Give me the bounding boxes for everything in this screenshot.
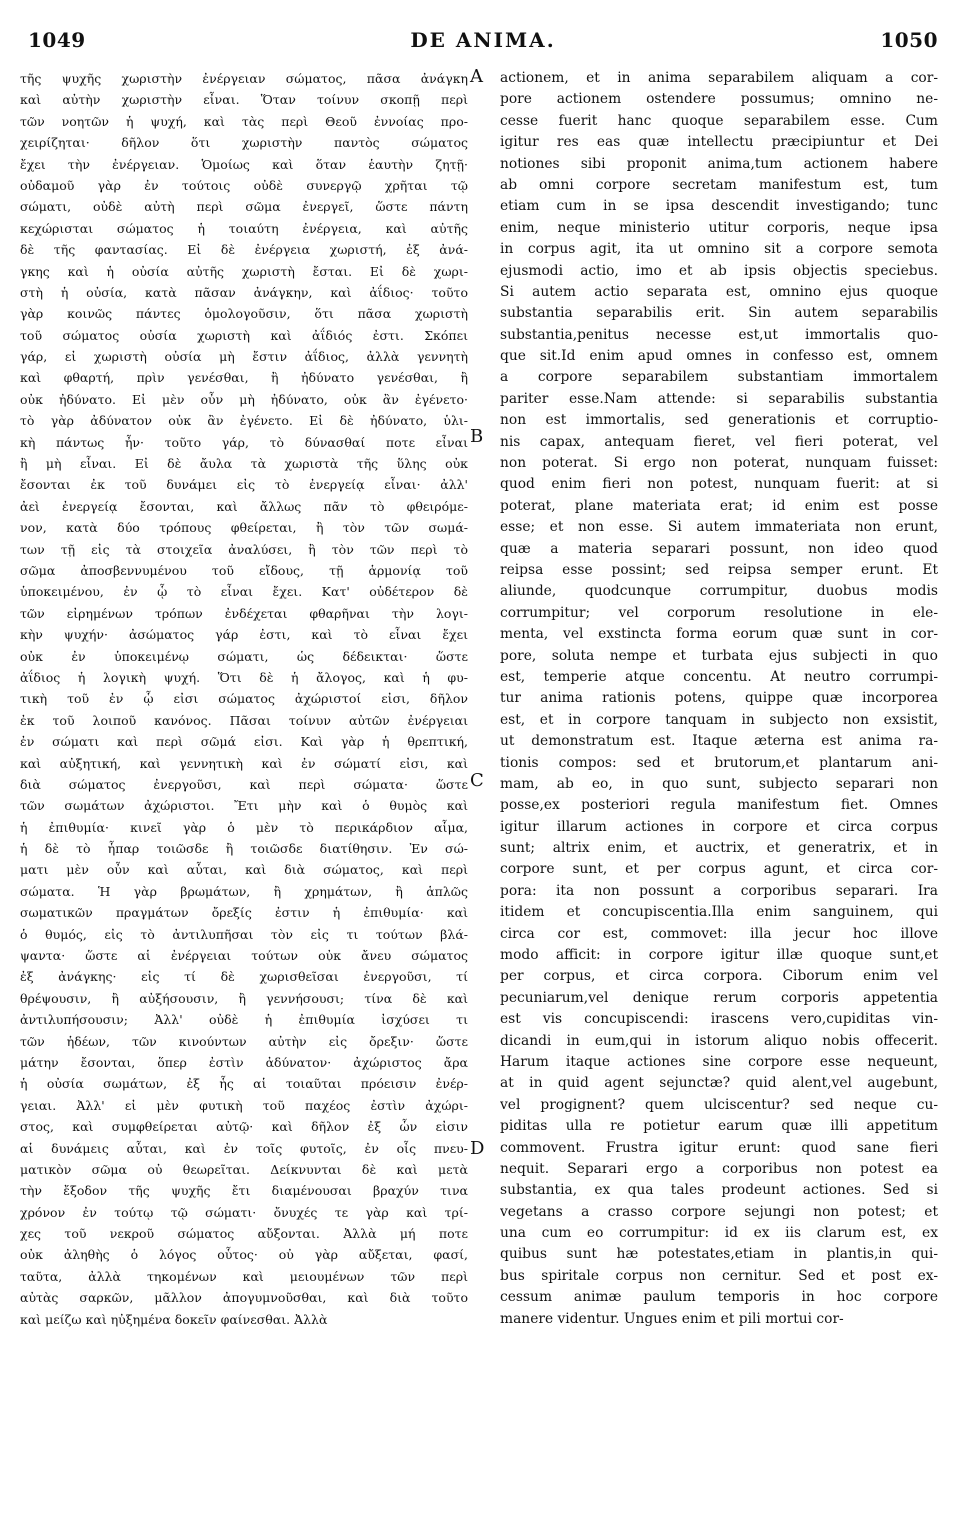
latin-text-line: Si autem actio separata est, omnino ejus quoque: [500, 283, 938, 300]
greek-text-line: χειρίζηται· δῆλον ὅτι χωριστὴν παντὸς σώματος: [20, 135, 468, 151]
greek-text-line: νον, κατὰ δύο τρόπους φθείρεται, ἢ τὸν τῶν σωμά-: [20, 520, 468, 536]
greek-text-line: γὰρ κοινῶς πάντες ὁμολογοῦσιν, ὅτι πᾶσα χωριστὴ: [20, 306, 468, 322]
latin-text-line: manere videntur. Ungues enim et pili mortui cor-: [500, 1310, 844, 1327]
greek-text-line: καὶ φθαρτή, πρὶν γενέσθαι, ἢ ἠδύνατο γενέσθαι, ἢ: [20, 370, 468, 386]
latin-text-line: poterat, plane materiata erat; id enim est posse: [500, 497, 938, 514]
section-marker-b: B: [470, 426, 484, 447]
greek-text-line: τοῦ σώματος οὐσία χωριστὴ καὶ ἀΐδιός ἐστι. Σκόπει: [20, 327, 468, 343]
greek-text-line: αὐτὰς σαρκῶν, μᾶλλον ἀπογυμνοῦσθαι, καὶ διὰ τοῦτο: [20, 1290, 468, 1306]
greek-text-line: ματικὸν σῶμα οὐ θεωρεῖται. Δείκνυνται δὲ καὶ μετὰ: [20, 1161, 468, 1177]
greek-text-line: σῶμα ἀποσβεννυμένου τοῦ εἴδους, τῇ ἁρμονίᾳ τοῦ: [20, 562, 468, 578]
greek-text-line: ἐξ ἀνάγκης· εἰς τί δὲ χωρισθεῖσαι ἐνεργοῦσι, τί: [20, 969, 468, 985]
greek-text-line: στος, καὶ συμφθείρεται αὐτῷ· καὶ δῆλον ἐξ ὧν εἰσιν: [20, 1119, 468, 1135]
greek-text-line: σώματα. Ἡ γὰρ βρωμάτων, ἢ χρημάτων, ἢ ἁπλῶς: [20, 883, 468, 899]
latin-text-line: enim, neque ministerio utitur corporis, neque ipsa: [500, 219, 938, 236]
latin-text-line: pore actionem ostendere possumus; omnino ne-: [500, 91, 938, 108]
latin-text-line: quibus sunt hæ potestates,etiam in plantis,in qui-: [500, 1246, 938, 1263]
latin-text-line: non poterat. Si ergo non poterat, nunquam fuisset:: [500, 455, 938, 472]
latin-text-line: substantia, ex qua tales prodeunt actiones. Sed si: [500, 1182, 938, 1199]
greek-text-line: τῶν ἡδέων, τῶν κινούντων αὐτὴν εἰς ὄρεξιν· ὥστε: [20, 1033, 468, 1049]
latin-text-line: corpore sunt, et per corpus agunt, et circa cor-: [500, 861, 938, 878]
latin-text-line: substantia,penitus necesse est,ut immortalis quo-: [500, 326, 938, 343]
latin-text-line: tionis compos: sed et brutorum,et plantarum ani-: [500, 754, 938, 771]
section-marker-d: D: [470, 1138, 485, 1159]
latin-text-line: igitur res eas quæ intellectu præcipiuntur et Dei: [500, 134, 938, 151]
greek-text-line: καὶ αὐτὴν χωριστὴν εἶναι. Ὅταν τοίνυν σκοπῇ περὶ: [20, 92, 468, 108]
latin-text-line: in corpus agit, ita ut omnino sit a corpore semota: [500, 241, 938, 258]
latin-text-line: bus spiritale corpus non cernitur. Sed et post ex-: [500, 1267, 938, 1284]
section-marker-c: C: [470, 770, 484, 791]
latin-text-line: pore, soluta nempe et turbata ejus subjecti in quo: [500, 647, 938, 664]
latin-text-line: commovent. Frustra igitur erunt: quod sane fieri: [500, 1139, 938, 1156]
latin-text-line: quod enim fieri non potest, nunquam fuerit: at si: [500, 476, 938, 493]
greek-text-line: ἡ δὲ τὸ ἧπαρ τοιῶσδε ἢ τοιῶσδε διατίθησιν. Ἐν σώ-: [20, 841, 468, 857]
greek-text-line: ματι μὲν οὖν καὶ αὗται, καὶ διὰ σώματος, καὶ περὶ: [20, 862, 468, 878]
latin-text-line: ejusmodi actio, imo et ab ipsis objectis speciebus.: [500, 262, 938, 279]
latin-text-line: tur anima rationis potens, quippe quæ incorporea: [500, 690, 938, 707]
latin-text-line: est, et in corpore tanquam in subjecto non exsistit,: [500, 711, 938, 728]
greek-text-line: οὐδαμοῦ γὰρ ἐν τούτοις οὐδὲ συνεργῷ χρῆται τῷ: [20, 177, 468, 193]
latin-text-line: est, temperie atque concentu. At neutro corrumpi-: [500, 668, 938, 685]
greek-text-line: τῆς ψυχῆς χωριστὴν ἐνέργειαν σώματος, πᾶσα ἀνάγκη: [20, 71, 468, 86]
greek-text-line: τικὴ τοῦ ἐν ᾧ εἰσι σώματος ἀχώριστοί εἰσι, δῆλον: [20, 691, 468, 707]
greek-text-line: κὴ πάντως ἦν· τοῦτο γάρ, τὸ δύνασθαί ποτε εἶναι: [20, 434, 468, 450]
latin-text-line: etiam cum in se ipsa descendit investigando; tunc: [500, 198, 938, 215]
greek-text-line: ἀντιλυπήσουσιν; Ἀλλ' οὐδὲ ἡ ἐπιθυμία ἰσχύσει τι: [20, 1012, 468, 1028]
greek-text-column: [20, 68, 468, 1330]
latin-text-line: pora: ita non possunt a corporibus separari. Ira: [500, 882, 938, 899]
greek-text-line: των τῇ εἰς τὰ στοιχεῖα ἀναλύσει, ἢ τὸν τῶν περὶ τὸ: [20, 541, 468, 557]
greek-text-line: καὶ αὐξητική, καὶ γεννητικὴ καὶ ἐν σώματί εἰσι, καὶ: [20, 755, 468, 771]
greek-text-line: διὰ σώματος ἐνεργοῦσι, καὶ περὶ σώματα· ὥστε: [20, 776, 468, 792]
greek-text-line: ὁ θυμός, εἰς τὸ ἀντιλυπῆσαι τὸν εἰς τι τούτων βλά-: [20, 926, 468, 942]
greek-text-line: τὴν ἔξοδον τῆς ψυχῆς ἔτι διαμένουσαι βραχύν τινα: [20, 1183, 468, 1199]
latin-text-line: reipsa esse possint; sed reipsa semper erunt. Et: [500, 561, 938, 578]
greek-text-line: ἢ μὴ εἶναι. Εἰ δὲ ἄυλα τὰ χωριστὰ τῆς ὕλης οὐκ: [20, 456, 468, 472]
latin-text-line: cesse fuerit hanc quoque separabilem esse. Cum: [500, 112, 938, 129]
greek-text-line: οὐκ ἐν ὑποκειμένῳ σώματι, ὡς δέδεικται· ὥστε: [20, 648, 468, 664]
latin-text-line: que sit.Id enim apud omnes in confesso est, omnem: [500, 348, 938, 365]
latin-text-line: menta, vel exstincta forma eorum quæ sunt in cor-: [500, 626, 938, 643]
latin-text-line: igitur illarum actiones in corpore et circa corpus: [500, 818, 938, 835]
greek-text-line: γειαι. Ἀλλ' εἰ μὲν φυτικὴ τοῦ παχέος ἐστὶν ἀχώρι-: [20, 1097, 468, 1113]
greek-text-line: τῶν νοητῶν ἡ ψυχή, καὶ τὰς περὶ Θεοῦ ἐννοίας προ-: [20, 113, 468, 129]
latin-text-line: modo afficit: in corpore igitur illæ quoque sunt,et: [500, 947, 938, 964]
latin-text-line: dicandi in eum,qui in istorum aliquo nobis offecerit.: [500, 1032, 938, 1049]
latin-text-line: cessum animæ paulum temporis in hoc corpore: [500, 1289, 938, 1306]
greek-text-line: μάτην ἔσονται, ὅπερ ἐστὶν ἀδύνατον· ἀχώριστος ἄρα: [20, 1054, 468, 1070]
greek-text-line: αἱ δυνάμεις αὗται, καὶ ἐν τοῖς φυτοῖς, ἐν οἷς πνευ-: [20, 1140, 468, 1156]
greek-text-line: σώματι, οὐδὲ αὐτὴ περὶ σῶμα ἐνεργεῖ, ὥστε πάντη: [20, 199, 468, 215]
latin-text-line: est vis concupiscendi: irascens vero,cupiditas vin-: [500, 1011, 938, 1028]
greek-text-line: τὸ γὰρ ἀδύνατον οὐκ ἂν ἐγένετο. Εἰ δὲ ἠδύνατο, ὑλι-: [20, 413, 468, 429]
latin-text-line: nequit. Separari ergo a corporibus non potest ea: [500, 1160, 938, 1177]
latin-text-line: circa cor est, commovet: illa jecur hoc illove: [500, 925, 938, 942]
greek-text-line: καὶ μείζω καὶ ηὐξημένα δοκεῖν φαίνεσθαι. Ἀλλὰ: [20, 1311, 328, 1327]
latin-text-line: quæ a materia separari possunt, non ideo quod: [500, 540, 938, 557]
greek-text-line: ἀεὶ ἐνεργείᾳ ἔσονται, καὶ ἄλλως πᾶν τὸ φθειρόμε-: [20, 498, 468, 514]
latin-text-line: Harum itaque actiones sine corpore esse nequeunt,: [500, 1053, 938, 1070]
greek-text-line: κεχώρισται σώματος ἡ τοιαύτη ἐνέργεια, καὶ αὐτῆς: [20, 220, 468, 236]
latin-text-line: sunt; altrix enim, et auctrix, et generatrix, et in: [500, 840, 938, 857]
latin-text-line: ab omni corpore secretam manifestum est, tum: [500, 176, 938, 193]
latin-text-line: corrumpitur; vel corporum resolutione in ele-: [500, 604, 938, 621]
greek-text-line: ἐν σώματι καὶ περὶ σῶμά εἰσι. Καὶ γὰρ ἡ θρεπτική,: [20, 734, 468, 750]
greek-text-line: ἔχει τὴν ἐνέργειαν. Ὁμοίως καὶ ὅταν ἑαυτὴν ζητῇ·: [20, 156, 468, 172]
greek-text-line: τῶν σωμάτων ἀχώριστοι. Ἔτι μὴν καὶ ὁ θυμὸς καὶ: [20, 798, 468, 814]
latin-text-line: per corpus, et circa corpora. Ciborum enim vel: [500, 968, 938, 985]
latin-text-line: nis capax, antequam fieret, vel fieri poterat, vel: [500, 433, 938, 450]
latin-text-line: piditas ulla re potietur earum quæ illi appetitum: [500, 1118, 938, 1135]
latin-text-line: a corpore separabilem substantiam immortalem: [500, 369, 938, 386]
greek-text-line: ἡ ἐπιθυμία· κινεῖ γὰρ ὁ μὲν τὸ περικάρδιον αἷμα,: [20, 819, 468, 835]
greek-text-line: θρέψουσιν, ἢ αὐξήσουσιν, ἢ γεννήσουσι; τίνα δὲ καὶ: [20, 990, 468, 1006]
latin-text-line: non est immortalis, sed generationis et corruptio-: [500, 412, 938, 429]
running-title: DE ANIMA.: [410, 28, 556, 52]
greek-text-line: ταῦτα, ἀλλὰ τηκομένων καὶ μειουμένων τῶν περὶ: [20, 1268, 468, 1284]
latin-text-line: pariter esse.Nam attende: si separabilis substantia: [500, 390, 938, 407]
latin-text-line: at in quid agent sejunctæ? quid alent,vel augebunt,: [500, 1075, 938, 1092]
greek-text-line: ψαντα· ὥστε αἱ ἐνέργειαι τούτων οὐκ ἄνευ σώματος: [20, 948, 468, 964]
greek-text-line: οὐκ ἀληθὴς ὁ λόγος οὗτος· οὐ γὰρ αὔξεται, φασί,: [20, 1247, 468, 1263]
latin-text-line: ut demonstratum est. Itaque æterna est anima ra-: [500, 733, 938, 750]
latin-text-line: esse; et non esse. Si autem immateriata non erunt,: [500, 519, 938, 536]
latin-text-line: posse,ex posteriori regula manifestum fiet. Omnes: [500, 797, 938, 814]
right-page-number: 1050: [880, 28, 938, 52]
latin-text-column: [500, 68, 938, 1330]
latin-text-line: aliunde, quodcunque corrumpitur, duobus modis: [500, 583, 938, 600]
greek-text-line: ἀΐδιος ἡ λογικὴ ψυχή. Ὅτι δὲ ἡ ἄλογος, καὶ ἡ φυ-: [20, 669, 468, 685]
greek-text-line: ἡ οὐσία σωμάτων, ἐξ ἧς αἱ τοιαῦται πρόεισιν ἐνέρ-: [20, 1076, 468, 1092]
latin-text-line: pecuniarum,vel denique rerum corporis appetentia: [500, 989, 938, 1006]
latin-text-line: vegetans a crasso corpore sejungi non potest; et: [500, 1203, 938, 1220]
page-header: [28, 28, 938, 58]
greek-text-line: ἐκ τοῦ λοιποῦ κανόνος. Πᾶσαι τοίνυν αὐτῶν ἐνέργειαι: [20, 712, 468, 728]
greek-text-line: κὴν ψυχήν· ἀσώματος γάρ ἐστι, καὶ τὸ εἶναι ἔχει: [20, 627, 468, 643]
latin-text-line: itidem et concupiscentia.Illa enim sanguinem, qui: [500, 904, 938, 921]
latin-text-line: actionem, et in anima separabilem aliquam a cor-: [500, 70, 938, 86]
greek-text-line: γκης καὶ ἡ οὐσία αὐτῆς χωριστὴ ἔσται. Εἰ δὲ χωρι-: [20, 263, 468, 279]
greek-text-line: γάρ, εἰ χωριστὴ οὐσία μὴ ἔστιν ἀΐδιος, ἀλλὰ γεννητὴ: [20, 349, 468, 365]
left-page-number: 1049: [28, 28, 86, 52]
greek-text-line: οὐκ ἠδύνατο. Εἰ μὲν οὖν μὴ ἠδύνατο, οὐκ ἂν ἐγένετο·: [20, 391, 468, 407]
latin-text-line: vel progignent? quem ulciscentur? sed neque cu-: [500, 1096, 938, 1113]
greek-text-line: χρόνον ἐν τούτῳ τῷ σώματι· ὄνυχές τε γὰρ καὶ τρί-: [20, 1204, 468, 1220]
latin-text-line: notiones sibi proponit anima,tum actionem habere: [500, 155, 938, 172]
latin-text-line: substantia separabilis erit. Sin autem separabilis: [500, 305, 938, 322]
greek-text-line: ἔσονται ἐκ τοῦ δυνάμει εἰς τὸ ἐνεργείᾳ εἶναι· ἀλλ': [20, 477, 468, 493]
latin-text-line: una cum eo corrumpitur: id ex iis clarum est, ex: [500, 1225, 938, 1242]
greek-text-line: ὑποκειμένου, ἐν ᾧ τὸ εἶναι ἔχει. Κατ' οὐδέτερον δὲ: [20, 584, 468, 600]
section-marker-a: A: [470, 66, 483, 87]
latin-text-line: mam, ab eo, in quo sunt, subjecto separari non: [500, 775, 938, 792]
greek-text-line: δὲ τῆς φαντασίας. Εἰ δὲ ἐνέργεια χωριστή, ἐξ ἀνά-: [20, 242, 468, 258]
greek-text-line: σωματικῶν πραγμάτων ὄρεξίς ἐστιν ἡ ἐπιθυμία· καὶ: [20, 905, 468, 921]
greek-text-line: στὴ ἡ οὐσία, κατὰ πᾶσαν ἀνάγκην, καὶ ἀΐδιος· τοῦτο: [20, 284, 468, 300]
greek-text-line: τῶν εἰρημένων τρόπων ἐνδέχεται φθαρῆναι τὴν λογι-: [20, 605, 468, 621]
greek-text-line: χες τοῦ νεκροῦ σώματος αὔξονται. Ἀλλὰ μή ποτε: [20, 1226, 468, 1242]
